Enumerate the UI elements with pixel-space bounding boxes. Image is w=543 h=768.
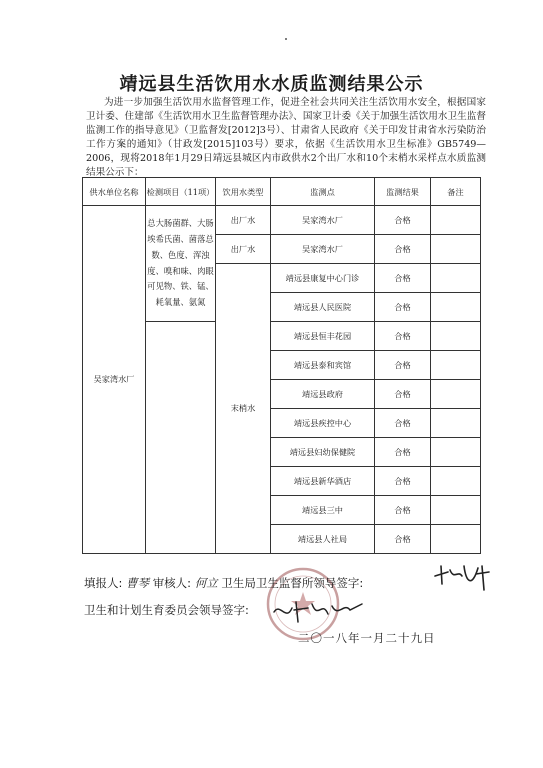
table-header-row [83,178,481,206]
monitor-point-cell: 靖远县康复中心门诊 [271,264,375,293]
page-title: 靖远县生活饮用水水质监测结果公示 [119,74,424,95]
filler-label: 填报人: [84,576,123,590]
remark-cell [431,206,481,235]
remark-cell [431,293,481,322]
reviewer-label: 审核人: [152,576,192,590]
header-supplier: 供水单位名称 [83,178,146,206]
monitor-point-cell: 靖远县新华酒店 [271,467,375,496]
remark-cell [431,409,481,438]
monitor-point-cell: 靖远县三中 [271,496,375,525]
remark-cell [431,467,481,496]
supplier-cell: 吴家湾水厂 [83,206,146,554]
remark-cell [431,322,481,351]
result-cell: 合格 [375,409,431,438]
committee-label: 卫生和计划生育委员会领导签字: [84,603,249,617]
remark-cell [431,235,481,264]
test-items-cell-continued [146,322,216,554]
water-type-cell: 出厂水 [216,206,271,235]
header-water-type: 饮用水类型 [216,178,271,206]
remark-cell [431,438,481,467]
monitor-point-cell: 靖远县疾控中心 [271,409,375,438]
intro-paragraph: 为进一步加强生活饮用水监督管理工作，促进全社会共同关注生活饮用水安全，根据国家卫计委、住建部《生活饮用水卫生监督管理办法》、国家卫计委《关于加强生活饮用水卫生监督监测工作的指导意见》（卫监督发[2012]3号）、甘肃省人民政府《关于印发甘肃省水污染防治工作方案的通知》（甘政发[2015]103号）要求，依据《生活饮用水卫生标准》GB5749—2006，现将2018年1月29日靖远县城区内市政供水2个出厂水和10个末梢水采样点水质监测结果公示下： [86,97,486,178]
result-cell: 合格 [375,322,431,351]
result-cell: 合格 [375,496,431,525]
supervisor-handwritten-signature [432,562,492,594]
remark-cell [431,264,481,293]
result-cell: 合格 [375,525,431,554]
header-remark: 备注 [431,178,481,206]
committee-handwritten-signature [270,596,366,626]
result-cell: 合格 [375,438,431,467]
monitor-point-cell: 靖远县妇幼保健院 [271,438,375,467]
water-type-cell: 出厂水 [216,235,271,264]
monitor-point-cell: 靖远县泰和宾馆 [271,351,375,380]
remark-cell [431,351,481,380]
remark-cell [431,380,481,409]
result-cell: 合格 [375,293,431,322]
supervisor-label: 卫生局卫生监督所领导签字: [221,576,364,590]
result-cell: 合格 [375,380,431,409]
result-cell: 合格 [375,467,431,496]
header-point: 监测点 [271,178,375,206]
reviewer-signature: 何立 [194,576,218,590]
header-items: 检测项目（11项） [146,178,216,206]
result-cell: 合格 [375,206,431,235]
monitor-point-cell: 吴家湾水厂 [271,206,375,235]
water-type-cell: 末梢水 [216,264,271,554]
results-table [82,177,481,554]
test-items-cell: 总大肠菌群、大肠埃希氏菌、菌落总数、色度、浑浊度、嗅和味、肉眼可见物、铁、锰、耗氧量、氨氮 [146,206,216,322]
monitor-point-cell: 靖远县恒丰花园 [271,322,375,351]
committee-signature-line [84,602,249,618]
monitor-point-cell: 靖远县政府 [271,380,375,409]
result-cell: 合格 [375,264,431,293]
filler-signature: 曹琴 [126,576,150,590]
document-date: 二〇一八年一月二十九日 [298,631,436,645]
result-cell: 合格 [375,351,431,380]
scan-speck [285,38,287,40]
header-result: 监测结果 [375,178,431,206]
result-cell: 合格 [375,235,431,264]
monitor-point-cell: 靖远县人社局 [271,525,375,554]
filler-signature-line [84,575,363,591]
remark-cell [431,525,481,554]
monitor-point-cell: 吴家湾水厂 [271,235,375,264]
table-row [83,206,481,235]
remark-cell [431,496,481,525]
monitor-point-cell: 靖远县人民医院 [271,293,375,322]
